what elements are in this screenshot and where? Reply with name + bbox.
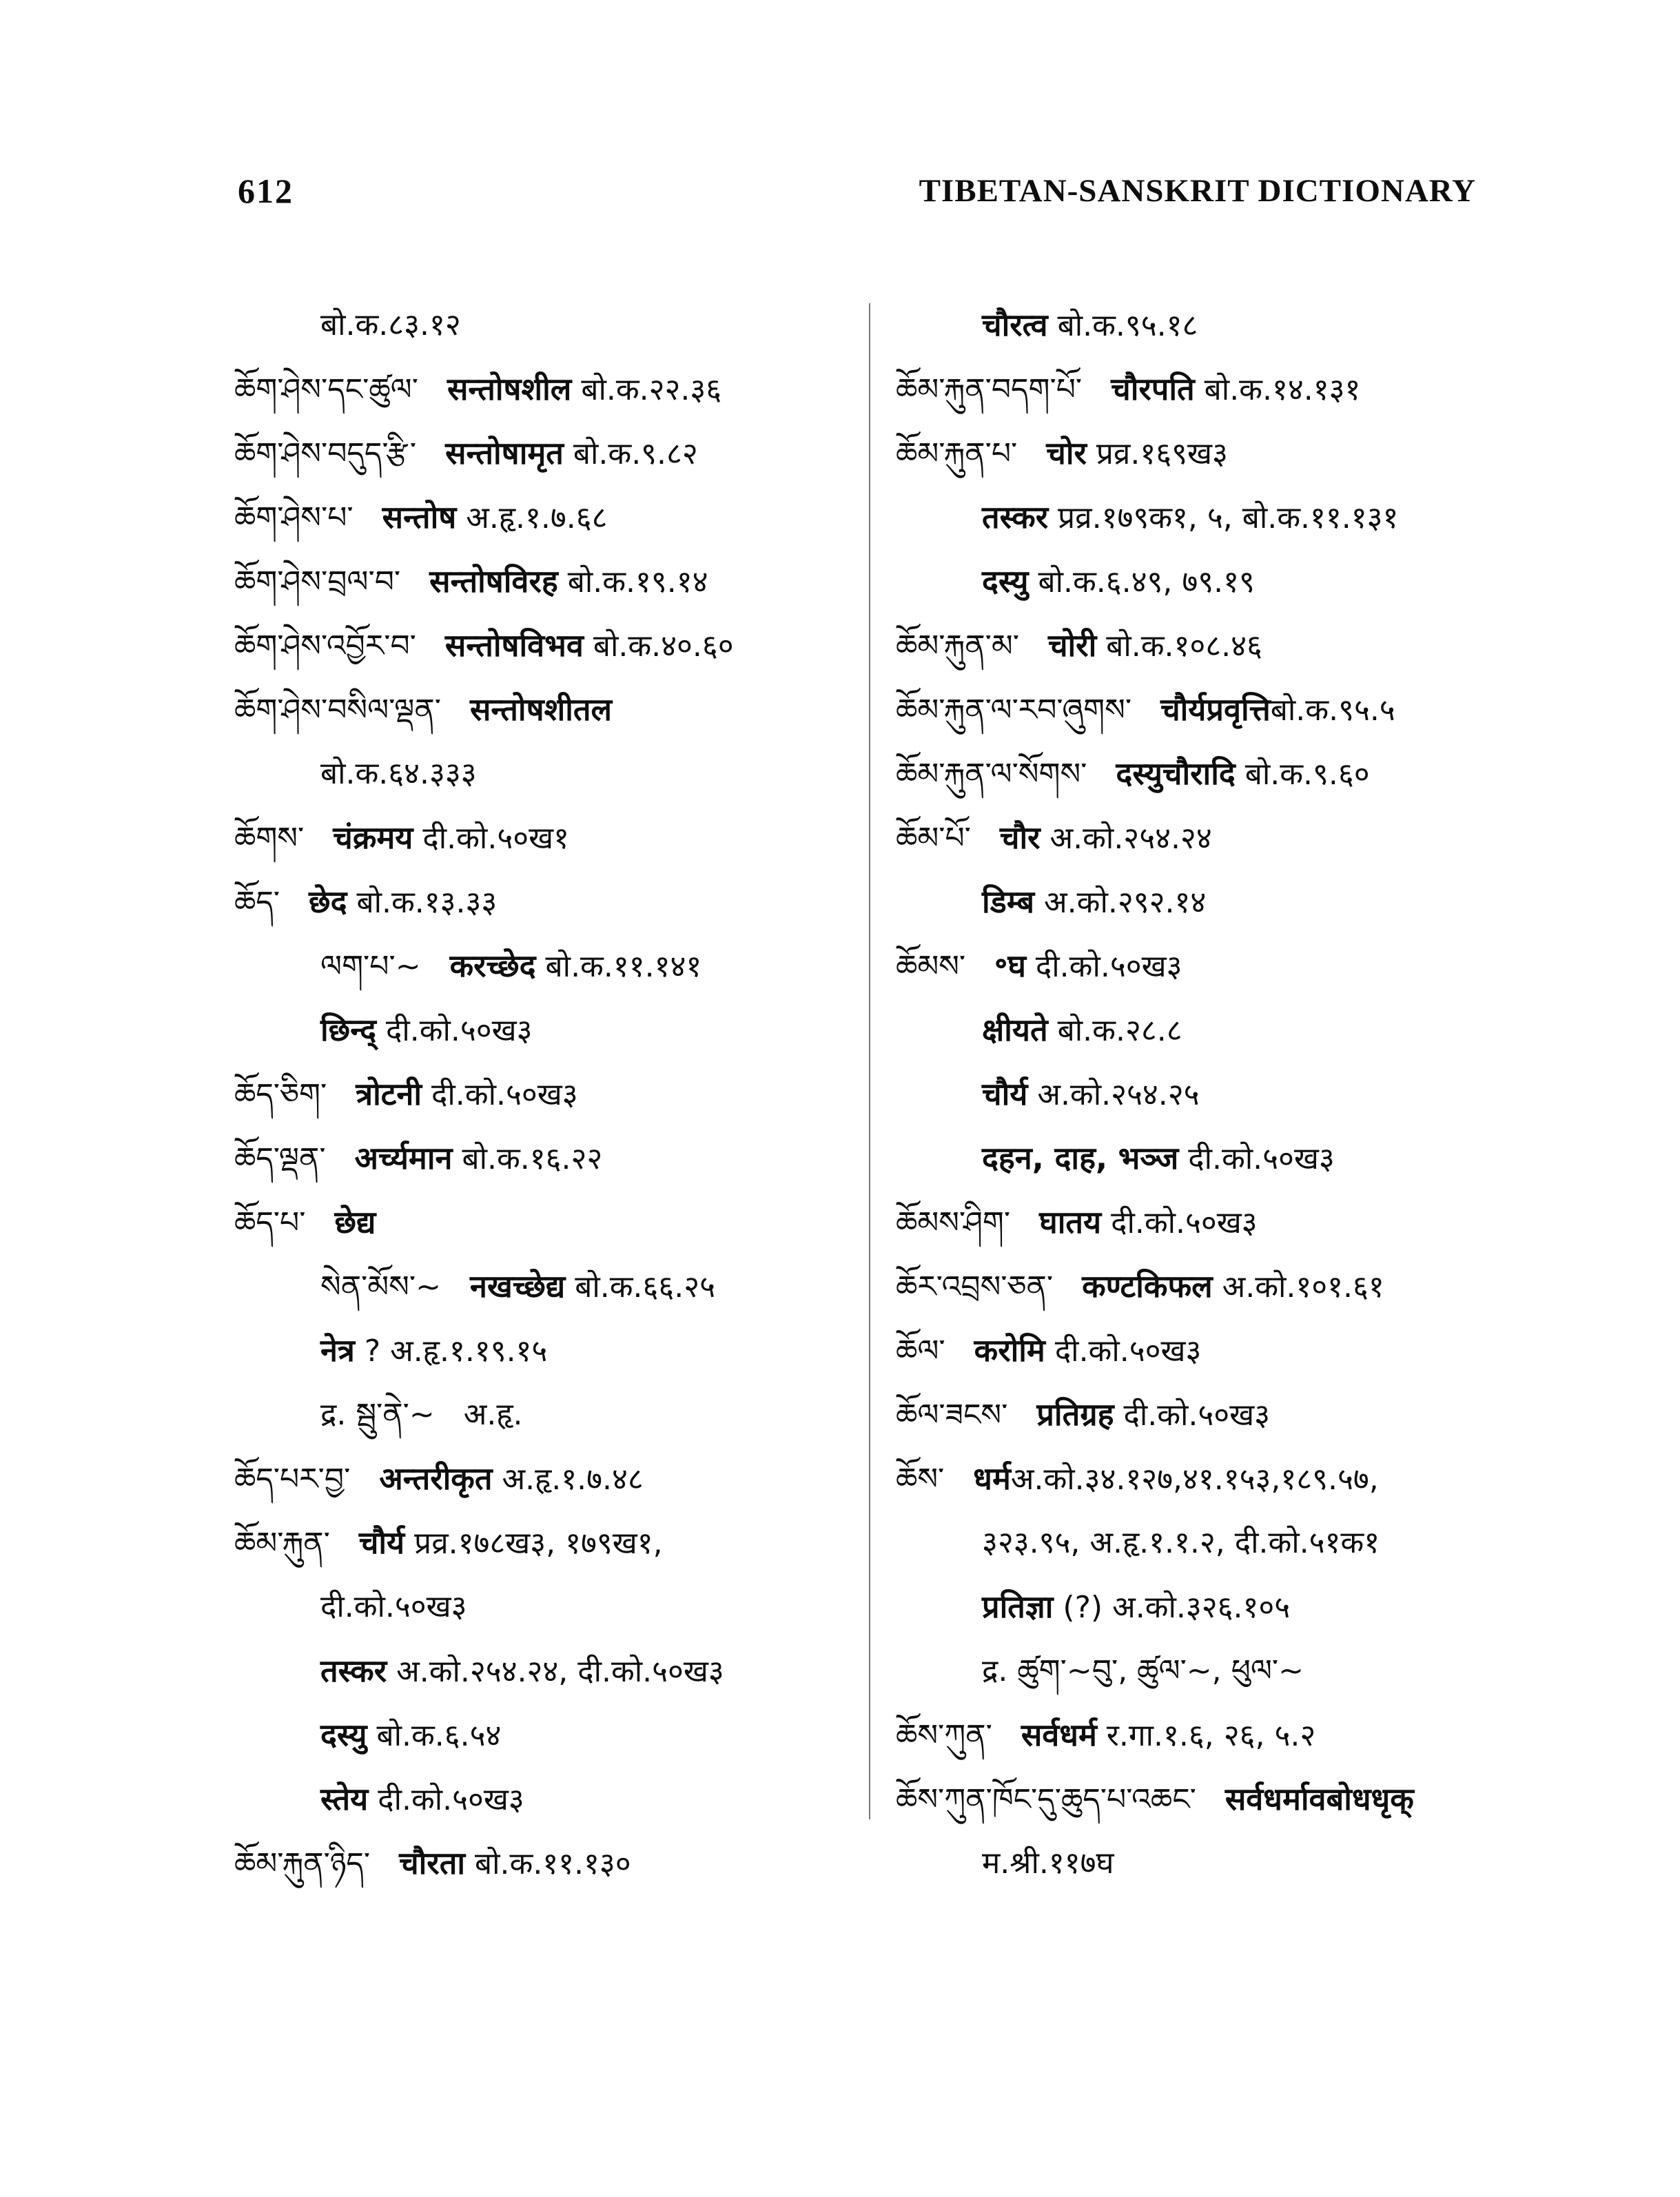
entry-line	[896, 1062, 1414, 1126]
tibetan-headword: ཆོག་ཤེས་བདུད་རྩི་	[234, 436, 417, 471]
entry-line	[234, 870, 734, 934]
sanskrit-gloss: तस्कर	[320, 1653, 387, 1689]
entry-line	[234, 1382, 734, 1447]
tibetan-headword: ཚུག་~བུ་, ཚུལ་~, ཕུལ་~	[1017, 1653, 1304, 1688]
sanskrit-gloss: दहन, दाह, भञ्ज	[982, 1140, 1179, 1176]
tibetan-headword: ཆོམ་རྐུན་པ་	[896, 436, 1018, 471]
reference-text: दी.को.५०ख३	[1025, 949, 1182, 984]
reference-text: दी.को.५०ख३	[1101, 1205, 1258, 1240]
reference-text: अ.हृ.१.७.६८	[456, 500, 608, 535]
reference-text: दी.को.५०ख३	[376, 1013, 533, 1048]
entry-line	[896, 1575, 1414, 1639]
sanskrit-gloss: दस्यु	[982, 563, 1029, 600]
entry-line	[234, 1639, 734, 1703]
reference-text: म.श्री.११७घ	[982, 1846, 1114, 1881]
entry-line	[234, 549, 734, 613]
sanskrit-gloss: तस्कर	[982, 499, 1049, 535]
tibetan-headword: ཆོག་ཤེས་དང་ཚུལ་	[234, 372, 418, 407]
entry-line	[234, 1703, 734, 1767]
reference-text: बो.क.१९.१४	[557, 564, 708, 600]
tibetan-headword: སྦུ་ནེ་~	[356, 1397, 435, 1432]
entry-line	[234, 1831, 734, 1895]
reference-text: बो.क.११.१४१	[535, 949, 702, 984]
sanskrit-gloss: सन्तोषशीतल	[470, 691, 613, 728]
reference-text: बो.क.९.८२	[563, 436, 698, 471]
reference-text: बो.क.२२.३६	[571, 372, 722, 407]
sanskrit-gloss: त्रोटनी	[356, 1076, 422, 1112]
reference-text: अ.को.२५४.२४	[1040, 821, 1212, 856]
reference-text: बो.क.११.१३०	[465, 1846, 631, 1881]
tibetan-headword: ཆོགས་	[234, 821, 305, 856]
tibetan-headword: ལག་པ་~	[320, 949, 421, 984]
tibetan-headword: ཆོལ་	[896, 1333, 945, 1369]
tibetan-headword: ཆོས་ཀུན་	[896, 1718, 992, 1753]
sanskrit-gloss: चौर्य	[358, 1524, 405, 1561]
sanskrit-gloss: अन्तरीकृत	[379, 1460, 493, 1497]
tibetan-headword: ཆོམ་རྐུན་བདག་པོ་	[896, 372, 1083, 407]
tibetan-headword: ཆོས་	[896, 1462, 945, 1497]
entry-line	[234, 485, 734, 549]
tibetan-headword: ཆོད་	[234, 885, 280, 920]
sanskrit-gloss: नखच्छेद्य	[469, 1268, 566, 1305]
reference-text: अ.हृ.	[463, 1397, 523, 1432]
entry-line	[896, 421, 1414, 485]
reference-text: बो.क.८३.१२	[320, 307, 461, 343]
sanskrit-gloss: धर्म	[973, 1460, 1011, 1497]
tibetan-headword: ཆོག་ཤེས་འབྱོར་བ་	[234, 629, 416, 664]
entry-line	[234, 677, 734, 742]
tibetan-headword: ཆོད་ཅིག་	[234, 1077, 327, 1112]
entry-line	[234, 1318, 734, 1382]
sanskrit-gloss: अर्च्यमान	[354, 1140, 453, 1176]
entry-line	[896, 998, 1414, 1062]
reference-text: दी.को.५०ख३	[422, 1077, 578, 1112]
sanskrit-gloss: करच्छेद	[449, 948, 536, 984]
reference-text: दी.को.५०ख३	[1178, 1141, 1335, 1176]
reference-text: दी.को.५०ख३	[1045, 1333, 1202, 1369]
entry-line	[234, 1511, 734, 1575]
entry-line	[896, 1254, 1414, 1318]
entry-line	[234, 1254, 734, 1318]
sanskrit-gloss: छिन्द्	[320, 1012, 377, 1048]
reference-text: अ.हृ.१.७.४८	[492, 1462, 644, 1497]
entry-line	[896, 1447, 1414, 1511]
reference-text: बो.क.९५.५	[1270, 693, 1395, 728]
tibetan-headword: སེན་མོས་~	[320, 1269, 441, 1305]
reference-text: बो.क.६.४९, ७९.१९	[1028, 564, 1255, 600]
reference-text: बो.क.६४.३३३	[320, 756, 477, 791]
entry-line	[234, 742, 734, 806]
sanskrit-gloss: सन्तोष	[382, 499, 457, 535]
tibetan-headword: ཆོད་པ་	[234, 1205, 306, 1240]
sanskrit-gloss: चोर	[1046, 435, 1087, 471]
reference-text: बो.क.१४.१३१	[1194, 372, 1361, 407]
tibetan-headword: ཆོམ་རྐུན་ལ་སོགས་	[896, 757, 1087, 792]
entry-line	[896, 1703, 1414, 1767]
reference-text: ३२३.९५, अ.हृ.१.१.२, दी.को.५१क१	[982, 1525, 1380, 1560]
tibetan-headword: ཆོམ་རྐུན་ཉིད་	[234, 1846, 371, 1881]
tibetan-headword: ཆོམ་རྐུན་མ་	[896, 629, 1019, 664]
tibetan-headword: ཆོམས་ཤིག་	[896, 1205, 1011, 1240]
reference-text: अ.को.२९२.१४	[1034, 885, 1207, 920]
reference-text: बो.क.६.५४	[367, 1718, 502, 1753]
sanskrit-gloss: डिम्ब	[982, 883, 1035, 920]
reference-text: बो.क.४०.६०	[583, 629, 734, 664]
sanskrit-gloss: चोरी	[1047, 627, 1097, 664]
sanskrit-gloss: दस्यु	[320, 1717, 367, 1753]
tibetan-headword: ཆོད་ལྡན་	[234, 1141, 326, 1176]
entry-line	[896, 357, 1414, 421]
sanskrit-gloss: सर्वधर्म	[1021, 1717, 1097, 1753]
page-number: 612	[238, 172, 294, 210]
entry-line	[234, 1062, 734, 1126]
sanskrit-gloss: चौर्य	[982, 1076, 1028, 1112]
sanskrit-gloss: घातय	[1039, 1204, 1102, 1240]
entry-line	[896, 806, 1414, 870]
entry-line	[896, 1190, 1414, 1254]
entry-line	[896, 1639, 1414, 1703]
sanskrit-gloss: छेद्य	[334, 1204, 376, 1240]
entry-line	[896, 485, 1414, 549]
entry-line	[234, 1447, 734, 1511]
page-title: TIBETAN-SANSKRIT DICTIONARY	[919, 173, 1476, 209]
reference-text: दी.को.५०ख३	[368, 1782, 524, 1817]
sanskrit-gloss: चौरत्व	[982, 307, 1048, 343]
column-divider-rule	[869, 303, 870, 1819]
sanskrit-gloss: सन्तोषामृत	[445, 435, 564, 471]
tibetan-headword: ཆོས་ཀུན་ཁོང་དུ་ཆུད་པ་འཆང་	[896, 1782, 1196, 1817]
column-left	[234, 293, 734, 1895]
sanskrit-gloss: ॰घ	[994, 948, 1026, 984]
reference-text: दी.को.५०ख३	[1114, 1398, 1271, 1433]
reference-text: अ.को.३४.१२७,४१.१५३,१८९.५७,	[1010, 1462, 1379, 1497]
reference-text: र.गा.१.६, २६, ५.२	[1096, 1718, 1316, 1753]
reference-text: (?) अ.को.३२६.१०५	[1053, 1590, 1291, 1625]
sanskrit-gloss: दस्युचौरादि	[1116, 755, 1236, 792]
entry-line	[234, 1126, 734, 1190]
tibetan-headword: ཆོལ་ཟངས་	[896, 1398, 1008, 1433]
entry-line	[234, 357, 734, 421]
reference-text: दी.को.५०ख३	[320, 1589, 467, 1624]
sanskrit-gloss: क्षीयते	[982, 1012, 1048, 1048]
reference-text: द्र.	[320, 1397, 356, 1432]
sanskrit-gloss: चौरपति	[1111, 371, 1195, 407]
sanskrit-gloss: चंक्रमय	[333, 819, 413, 856]
reference-text: बो.क.१३.३३	[347, 885, 498, 920]
sanskrit-gloss: नेत्र	[320, 1332, 355, 1369]
entry-line	[234, 1767, 734, 1831]
entry-line	[234, 998, 734, 1062]
reference-text: बो.क.१६.२२	[452, 1141, 603, 1176]
entry-line	[896, 549, 1414, 613]
reference-text: बो.क.१०८.४६	[1096, 629, 1262, 664]
entry-line	[234, 613, 734, 677]
reference-text: ? अ.हृ.१.१९.१५	[354, 1333, 548, 1369]
sanskrit-gloss: सन्तोषविभव	[444, 627, 584, 664]
entry-line	[896, 613, 1414, 677]
entry-line	[896, 742, 1414, 806]
tibetan-headword: ཆོག་ཤེས་བསིལ་ལྡན་	[234, 693, 441, 728]
tibetan-headword: ཆོར་འབྲས་ཅན་	[896, 1269, 1054, 1305]
entry-line	[234, 421, 734, 485]
entry-line	[896, 1318, 1414, 1382]
sanskrit-gloss: छेद	[309, 883, 347, 920]
sanskrit-gloss: स्तेय	[320, 1781, 369, 1817]
reference-text: बो.क.६६.२५	[565, 1269, 716, 1305]
entry-line	[234, 293, 734, 357]
sanskrit-gloss: करोमि	[974, 1332, 1045, 1369]
tibetan-headword: ཆོག་ཤེས་བྲལ་བ་	[234, 564, 401, 600]
reference-text: द्र.	[982, 1653, 1018, 1688]
sanskrit-gloss: प्रतिग्रह	[1036, 1396, 1114, 1433]
tibetan-headword: ཆོམས་	[896, 949, 966, 984]
entry-line	[896, 1767, 1414, 1831]
reference-text: बो.क.२८.८	[1047, 1013, 1182, 1048]
sanskrit-gloss: सर्वधर्मावबोधधृक्	[1225, 1781, 1414, 1817]
reference-text: प्रव्र.१७९क१, ५, बो.क.११.१३१	[1048, 500, 1399, 535]
entry-line	[896, 677, 1414, 742]
tibetan-headword: ཆོག་ཤེས་པ་	[234, 500, 354, 535]
entry-line	[234, 806, 734, 870]
sanskrit-gloss: सन्तोषशील	[447, 371, 572, 407]
sanskrit-gloss: चौर्यप्रवृत्ति	[1160, 691, 1271, 728]
sanskrit-gloss: प्रतिज्ञा	[982, 1588, 1054, 1625]
entry-line	[234, 934, 734, 998]
tibetan-headword: ཆོམ་རྐུན་ལ་རབ་ཞུགས་	[896, 693, 1132, 728]
entry-line	[896, 293, 1414, 357]
column-right	[896, 293, 1414, 1895]
reference-text: अ.को.२५४.२५	[1027, 1077, 1200, 1112]
reference-text: प्रव्र.१७८ख३, १७९ख१,	[404, 1526, 663, 1561]
tibetan-headword: ཆོམ་རྐུན་	[234, 1526, 330, 1561]
reference-text: बो.क.९५.१८	[1047, 308, 1198, 343]
entry-line	[896, 1382, 1414, 1447]
tibetan-headword: ཆོམ་པོ་	[896, 821, 971, 856]
entry-line	[234, 1190, 734, 1254]
sanskrit-gloss: चौरता	[399, 1845, 466, 1881]
entry-line	[896, 934, 1414, 998]
sanskrit-gloss: कण्टकिफल	[1082, 1268, 1213, 1305]
entry-line	[896, 1831, 1414, 1895]
reference-text: बो.क.९.६०	[1235, 757, 1370, 792]
entry-line	[896, 1511, 1414, 1575]
entry-line	[896, 1126, 1414, 1190]
reference-text: अ.को.१०१.६१	[1212, 1269, 1384, 1305]
sanskrit-gloss: सन्तोषविरह	[429, 563, 558, 600]
entry-line	[896, 870, 1414, 934]
tibetan-headword: ཆོད་པར་བྱ་	[234, 1462, 351, 1497]
reference-text: दी.को.५०ख१	[413, 821, 569, 856]
entry-line	[234, 1575, 734, 1639]
reference-text: अ.को.२५४.२४, दी.को.५०ख३	[387, 1654, 724, 1689]
sanskrit-gloss: चौर	[999, 819, 1041, 856]
reference-text: प्रव्र.१६९ख३	[1086, 436, 1228, 471]
